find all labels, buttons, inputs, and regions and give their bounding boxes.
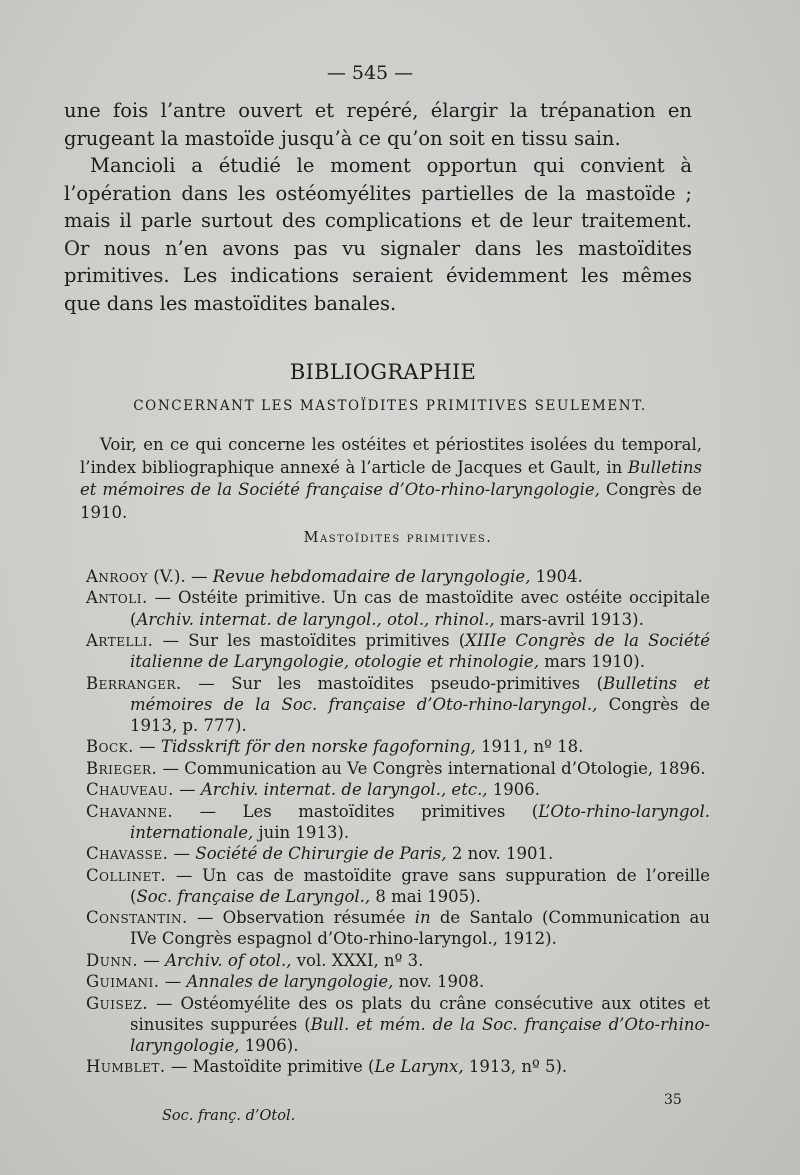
reference-italic: Bulletins et mémoires de la Soc. française d’Oto-rhino-laryngol.,: [130, 673, 710, 714]
reference-item: [86, 801, 710, 843]
reference-tail: 8 mai 1905).: [370, 886, 481, 906]
reference-author: Berranger.: [86, 673, 182, 693]
page-number: — 545 —: [326, 62, 414, 84]
reference-tail: 1906).: [239, 1035, 299, 1055]
intro-text: Voir, en ce qui concerne les ostéites et périostites isolées du temporal, l’index bibliographique annexé à l’article de Jacques et Gault, in: [80, 435, 702, 477]
body-text: [64, 97, 692, 317]
reference-item: [86, 1056, 710, 1077]
reference-item: [86, 843, 710, 864]
reference-tail: 1913, nº 5).: [463, 1057, 568, 1077]
reference-text: (V.). —: [148, 567, 213, 586]
reference-author: Collinet.: [86, 865, 167, 885]
bibliography-intro: [80, 434, 702, 524]
page-signature: Soc. franç. d’Otol.: [162, 1108, 296, 1124]
reference-text: — Communication au Ve Congrès international d’Otologie, 1896.: [157, 758, 706, 778]
reference-tail: vol. XXXI, nº 3.: [291, 950, 424, 970]
signature-number: 35: [664, 1092, 682, 1108]
reference-author: Artelli.: [86, 630, 154, 650]
reference-author: Brieger.: [86, 758, 158, 778]
reference-author: Chavanne.: [86, 801, 174, 821]
intro-italic: Bulletins et mémoires de la Société française d’Oto-rhino-laryngologie,: [80, 457, 702, 499]
reference-author: Bock.: [86, 737, 134, 757]
reference-tail: 2 nov. 1901.: [446, 844, 554, 864]
bibliography-title: BIBLIOGRAPHIE: [289, 360, 477, 384]
reference-item: [86, 865, 710, 907]
paragraph-2: Mancioli a étudié le moment opportun qui convient à l’opération dans les ostéomyélites partielles de la mastoïde ; mais il parle surtout des complications et de leur traitement. Or nous n’en avons pas vu signaler dans les mastoïdites primitives. Les indications seraient évidemment les mêmes que dans les mastoïdites banales.: [64, 154, 692, 315]
reference-text: — Sur les mastoïdites primitives (: [153, 630, 466, 650]
reference-text: — Un cas de mastoïdite grave sans suppuration de l’oreille (: [130, 865, 710, 906]
reference-author: Guisez.: [86, 993, 149, 1013]
reference-author: Humblet.: [86, 1057, 166, 1077]
reference-author: Chavasse.: [86, 844, 169, 864]
reference-text: — Ostéite primitive. Un cas de mastoïdite avec ostéite occipitale (: [130, 588, 710, 629]
reference-tail: de Santalo (Communication au IVe Congrès espagnol d’Oto-rhino-laryngol., 1912).: [130, 908, 710, 949]
reference-text: — Sur les mastoïdites pseudo-primitives (: [181, 673, 604, 693]
reference-tail: mars-avril 1913).: [494, 609, 644, 629]
reference-italic: Archiv. internat. de laryngol., otol., rhinol.,: [136, 609, 495, 629]
reference-item: [86, 993, 710, 1057]
reference-italic: Société de Chirurgie de Paris,: [195, 844, 447, 864]
paragraph-1: une fois l’antre ouvert et repéré, élargir la trépanation en grugeant la mastoïde jusqu’à ce qu’on soit en tissu sain.: [64, 99, 692, 150]
reference-item: [86, 630, 710, 672]
reference-italic: Archiv. internat. de laryngol., etc.,: [200, 780, 488, 800]
bibliography-subtitle: CONCERNANT LES MASTOÏDITES PRIMITIVES SEULEMENT.: [133, 398, 647, 414]
reference-text: —: [168, 844, 196, 864]
reference-text: — Ostéomyélite des os plats du crâne consécutive aux otites et sinusites suppurées (: [130, 993, 710, 1034]
reference-tail: 1906.: [487, 780, 541, 800]
reference-italic: Le Larynx,: [374, 1057, 464, 1077]
reference-italic: Soc. française de Laryngol.,: [136, 886, 371, 906]
reference-italic: Bull. et mém. de la Soc. française d’Oto-rhino-laryngologie,: [130, 1014, 711, 1055]
reference-tail: nov. 1908.: [393, 972, 485, 992]
reference-author: Antoli.: [86, 588, 148, 608]
reference-tail: mars 1910).: [538, 652, 645, 672]
reference-text: —: [138, 950, 166, 970]
reference-italic: XIIIe Congrès de la Société italienne de Laryngologie, otologie et rhinologie,: [130, 630, 710, 672]
reference-item: [86, 736, 710, 757]
reference-item: [86, 971, 710, 992]
reference-italic: Revue hebdomadaire de laryngologie,: [212, 567, 531, 586]
reference-author: Anrooy: [86, 567, 149, 586]
reference-italic: L’Oto-rhino-laryngol. internationale,: [130, 801, 710, 842]
section-heading: Mastoïdites primitives.: [303, 530, 493, 546]
reference-tail: 1911, nº 18.: [475, 737, 584, 757]
reference-italic: Archiv. of otol.,: [165, 950, 292, 970]
reference-tail: juin 1913).: [253, 822, 350, 842]
reference-italic: Annales de laryngologie,: [186, 972, 394, 992]
reference-text: —: [159, 972, 187, 992]
reference-author: Dunn.: [86, 950, 139, 970]
reference-tail: Congrès de 1913, p. 777).: [130, 694, 711, 735]
reference-text: —: [133, 737, 161, 757]
reference-italic: in: [414, 908, 431, 928]
reference-text: — Les mastoïdites primitives (: [173, 801, 539, 821]
reference-item: [86, 566, 710, 587]
reference-tail: 1904.: [530, 567, 583, 586]
reference-italic: Tidsskrift för den norske fagoforning,: [160, 737, 476, 757]
reference-item: [86, 950, 710, 971]
intro-end: Congrès de 1910.: [80, 480, 702, 522]
reference-item: [86, 673, 710, 737]
reference-author: Constantin.: [86, 908, 188, 928]
reference-item: [86, 758, 710, 779]
reference-text: —: [173, 780, 201, 800]
reference-text: — Observation résumée: [187, 908, 415, 928]
reference-author: Guimani.: [86, 972, 160, 992]
reference-list: [86, 566, 710, 1078]
reference-item: [86, 587, 710, 629]
reference-author: Chauveau.: [86, 780, 174, 800]
reference-text: — Mastoïdite primitive (: [165, 1057, 375, 1077]
reference-item: [86, 907, 710, 949]
reference-item: [86, 779, 710, 800]
